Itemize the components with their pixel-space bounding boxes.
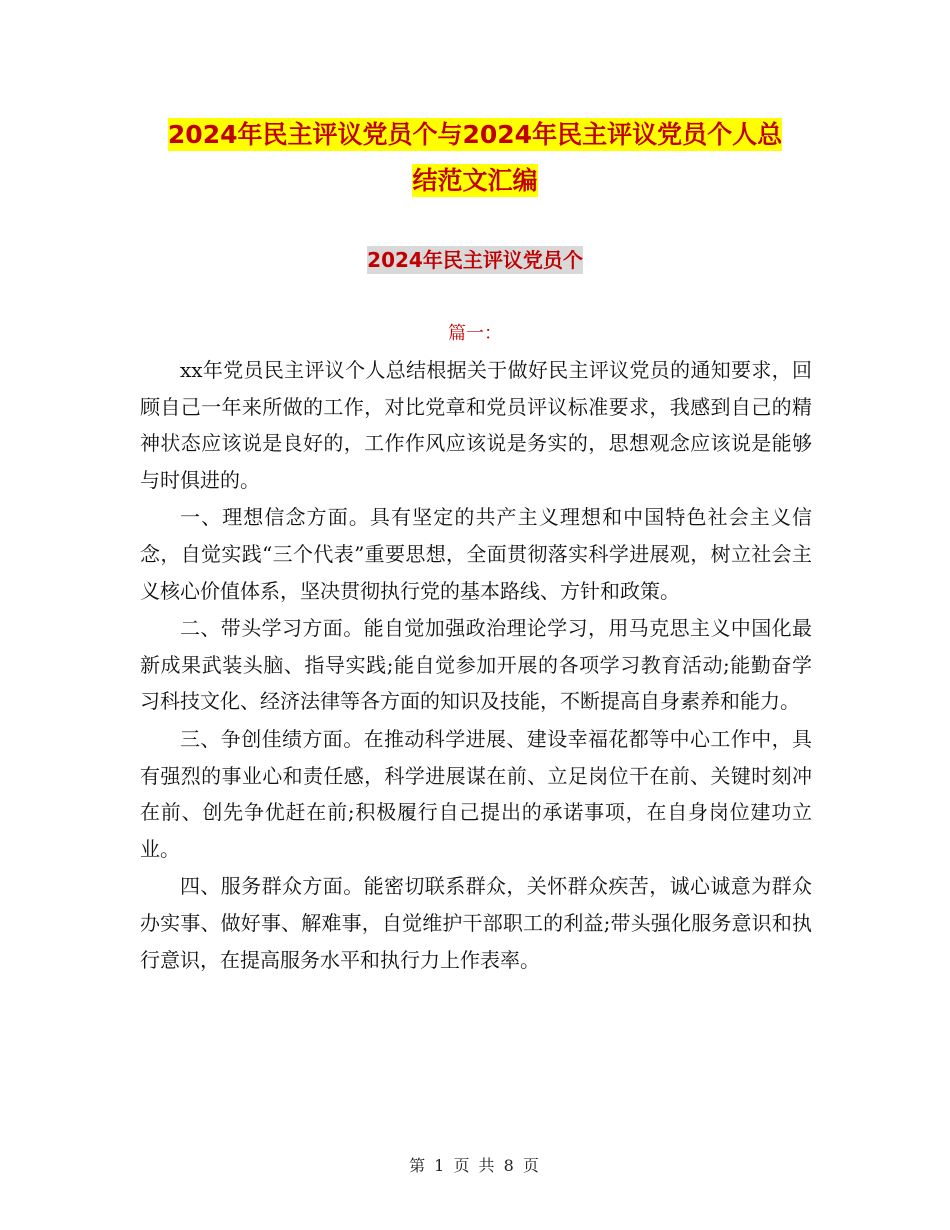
section-label: 篇一： [448, 323, 502, 344]
paragraph-achievement: 三、争创佳绩方面。在推动科学进展、建设幸福花都等中心工作中，具有强烈的事业心和责任感，科学进展谋在前、立足岗位干在前、关键时刻冲在前、创先争优赶在前;积极履行自己提出的承诺事项，在自身岗位建功立业。 [140, 726, 812, 861]
paragraph-ideals: 一、理想信念方面。具有坚定的共产主义理想和中国特色社会主义信念，自觉实践“三个代表”重要思想，全面贯彻落实科学进展观，树立社会主义核心价值体系，坚决贯彻执行党的基本路线、方针和政策。 [140, 505, 812, 603]
paragraph-service: 四、服务群众方面。能密切联系群众，关怀群众疾苦，诚心诚意为群众办实事、做好事、解难事，自觉维护干部职工的利益;带头强化服务意识和执行意识，在提高服务水平和执行力上作表率。 [140, 874, 812, 972]
paragraph-intro: xx年党员民主评议个人总结根据关于做好民主评议党员的通知要求，回顾自己一年来所做的工作，对比党章和党员评议标准要求，我感到自己的精神状态应该说是良好的，工作作风应该说是务实的，思想观念应该说是能够与时俱进的。 [140, 358, 812, 492]
body-text [140, 352, 812, 979]
paragraph-study: 二、带头学习方面。能自觉加强政治理论学习，用马克思主义中国化最新成果武装头脑、指导实践;能自觉参加开展的各项学习教育活动;能勤奋学习科技文化、经济法律等各方面的知识及技能，不断提高自身素养和能力。 [140, 616, 812, 714]
title-line-1: 2024年民主评议党员个与2024年民主评议党员个人总 [167, 120, 783, 149]
page-footer: 第 1 页 共 8 页 [409, 1156, 541, 1175]
document-subtitle [0, 244, 950, 276]
title-line-2: 结范文汇编 [412, 166, 538, 195]
document-title [120, 112, 830, 204]
subtitle-text: 2024年民主评议党员个 [367, 248, 583, 272]
